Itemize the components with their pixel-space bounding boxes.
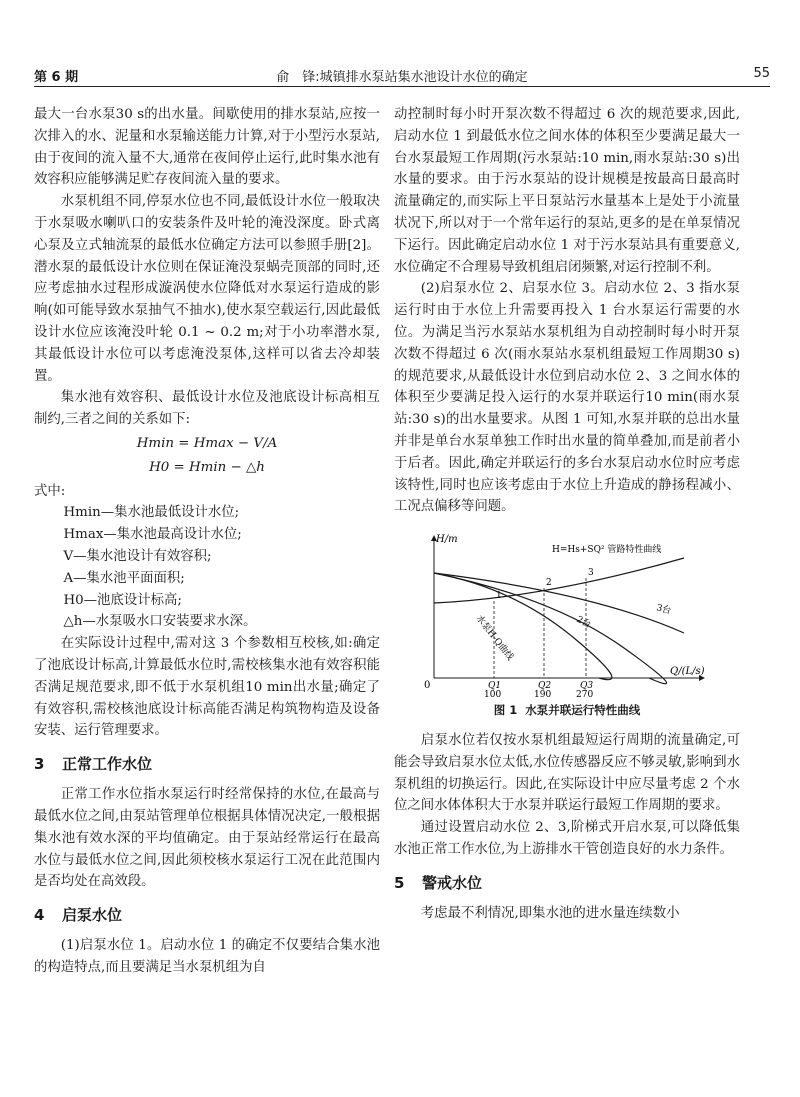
series-label-three: 3台: [655, 603, 673, 617]
paragraph: 水泵机组不同,停泵水位也不同,最低设计水位一般取决于水泵吸水喇叭口的安装条件及叶轮的淹没深度。卧式离心泵及立式轴流泵的最低水位确定方法可以参照手册[2]。潜水泵的最低设计水位则在保证淹没泵蜗壳顶部的同时,还应考虑抽水过程形成漩涡使水位降低对水泵运行造成的影响(如可能导致水泵抽气不抽水),使水泵空载运行,因此最低设计水位应该淹没叶轮 0.1 ~ 0.2 m;对于小功率潜水泵,其最低设计水位可以考虑淹没泵体,这样可以省去冷却装置。: [34, 194, 380, 384]
figure-caption-text: 水泵并联运行特性曲线: [525, 703, 641, 718]
x-tick-q: Q2: [538, 681, 552, 692]
figure-caption: [394, 700, 740, 722]
right-column: [394, 104, 740, 925]
x-tick-value: 100: [484, 690, 502, 699]
section-title: 正常工作水位: [62, 755, 153, 774]
x-tick-q: Q1: [488, 681, 502, 692]
point-label: 1: [496, 591, 502, 602]
formula-h0: H0 = Hmin − △h: [149, 459, 265, 475]
section-number: 5: [394, 873, 405, 892]
definition-item: △h—水泵吸水口安装要求水深。: [63, 614, 257, 630]
series-label-two: 2台: [574, 614, 593, 631]
running-title: 俞 锋:城镇排水泵站集水池设计水位的确定: [276, 70, 528, 85]
y-axis-label: H/m: [436, 534, 458, 546]
section-number: 4: [34, 906, 45, 925]
x-tick-q: Q3: [580, 681, 594, 692]
paragraph: 通过设置启动水位 2、3,阶梯式开启水泵,可以降低集水池正常工作水位,为上游排水干管创造良好的水力条件。: [394, 820, 740, 857]
figure-label: 图 1: [493, 703, 518, 718]
section-heading-5: [394, 871, 740, 895]
definition-item: A—集水池平面面积;: [63, 570, 185, 586]
definition-item: Hmin—集水池最低设计水位;: [63, 505, 240, 521]
symbol-definitions: [34, 502, 380, 633]
paragraph: 启泵水位若仅按水泵机组最短运行周期的流量确定,可能会导致启泵水位太低,水位传感器反应不够灵敏,影响到水泵机组的切换运行。因此,在实际设计中应尽量考虑 2 个水位之间水体体积大于水泵并联运行最短工作周期的要求。: [394, 732, 740, 814]
formula-hmin: Hmin = Hmax − V/A: [136, 435, 278, 451]
system-curve: [434, 558, 684, 603]
x-axis-label: Q/(L/s): [670, 666, 705, 678]
page-number: 55: [753, 66, 770, 81]
point-label: 2: [546, 578, 552, 589]
figure-1: [394, 528, 740, 722]
paragraph: 最大一台水泵30 s的出水量。间歇使用的排水泵站,应按一次排入的水、泥量和水泵输送能力计算,对于小型污水泵站,由于夜间的流入量不大,通常在夜间停止运行,此时集水池有效容积应能够满足贮存夜间流入量的要求。: [34, 107, 380, 188]
pump-parallel-characteristic-chart: [394, 528, 740, 698]
series-label-single: 水泵H-Q曲线: [473, 613, 515, 663]
paragraph: (1)启泵水位 1。启动水位 1 的确定不仅要结合集水池的构造特点,而且要满足当水泵机组为自: [34, 938, 380, 975]
definition-item: Hmax—集水池最高设计水位;: [63, 527, 242, 543]
point-label: 3: [588, 568, 594, 579]
paragraph: 动控制时每小时开泵次数不得超过 6 次的规范要求,因此,启动水位 1 到最低水位之间水体的体积至少要满足最大一台水泵最短工作周期(污水泵站:10 min,雨水泵站:30 s)出水量的要求。由于污水泵站的设计规模是按最高日最高时流量确定的,而实际上平日泵站污水量基本上是处于小流量状况下,所以对于一个常年运行的泵站,更多的是在单泵情况下运行。因此确定启动水位 1 对于污水泵站具有重要意义,水位确定不合理易导致机组启闭频繁,对运行控制不利。: [394, 107, 740, 275]
x-tick-value: 270: [576, 690, 594, 699]
paragraph: 集水池有效容积、最低设计水位及池底设计标高相互制约,三者之间的关系如下:: [34, 390, 380, 428]
definition-item: V—集水池设计有效容积;: [63, 548, 212, 564]
origin-label: 0: [424, 680, 431, 692]
section-heading-3: [34, 752, 380, 776]
paragraph: 正常工作水位指水泵运行时经常保持的水位,在最高与最低水位之间,由泵站管理单位根据具体情况决定,一般根据集水池有效水深的平均值确定。由于泵站经常运行在最高水位与最低水位之间,因此须校核水泵运行工况在此范围内是否均处在高效段。: [34, 787, 380, 890]
running-header: [34, 64, 770, 87]
section-number: 3: [34, 755, 45, 774]
system-curve-label: H=Hs+SQ² 管路特性曲线: [552, 545, 662, 556]
paragraph: 考虑最不利情况,即集水池的进水量连续数小: [420, 905, 680, 921]
where-lead: 式中:: [34, 483, 66, 499]
issue-number: 第 6 期: [34, 70, 79, 85]
definition-item: H0—池底设计标高;: [63, 592, 182, 608]
section-title: 启泵水位: [62, 906, 123, 925]
x-tick-value: 190: [534, 690, 552, 699]
left-column: [34, 104, 380, 979]
paragraph: 在实际设计过程中,需对这 3 个参数相互校核,如:确定了池底设计标高,计算最低水位时,需校核集水池有效容积能否满足规范要求,即不低于水泵机组10 min出水量;确定了有效容积,需校核池底设计标高能否满足构筑物构造及设备安装、运行管理要求。: [34, 636, 380, 739]
paragraph: (2)启泵水位 2、启泵水位 3。启动水位 2、3 指水泵运行时由于水位上升需要再投入 1 台水泵运行需要的水位。为满足当污水泵站水泵机组为自动控制时每小时开泵次数不得超过 6 次(雨水泵站水泵机组最短工作周期30 s)的规范要求,从最低设计水位到启动水位 2、3 之间水体的体积至少要满足投入运行的水泵并联运行10 min(雨水泵站:30 s)的出水量要求。从图 1 可知,水泵并联的总出水量并非是单台水泵单独工作时出水量的简单叠加,而是前者小于后者。因此,确定并联运行的多台水泵启动水位时应考虑该特性,同时也应该考虑由于水位上升造成的静扬程减小、工况点偏移等问题。: [394, 281, 740, 515]
section-title: 警戒水位: [422, 873, 483, 892]
section-heading-4: [34, 903, 380, 927]
